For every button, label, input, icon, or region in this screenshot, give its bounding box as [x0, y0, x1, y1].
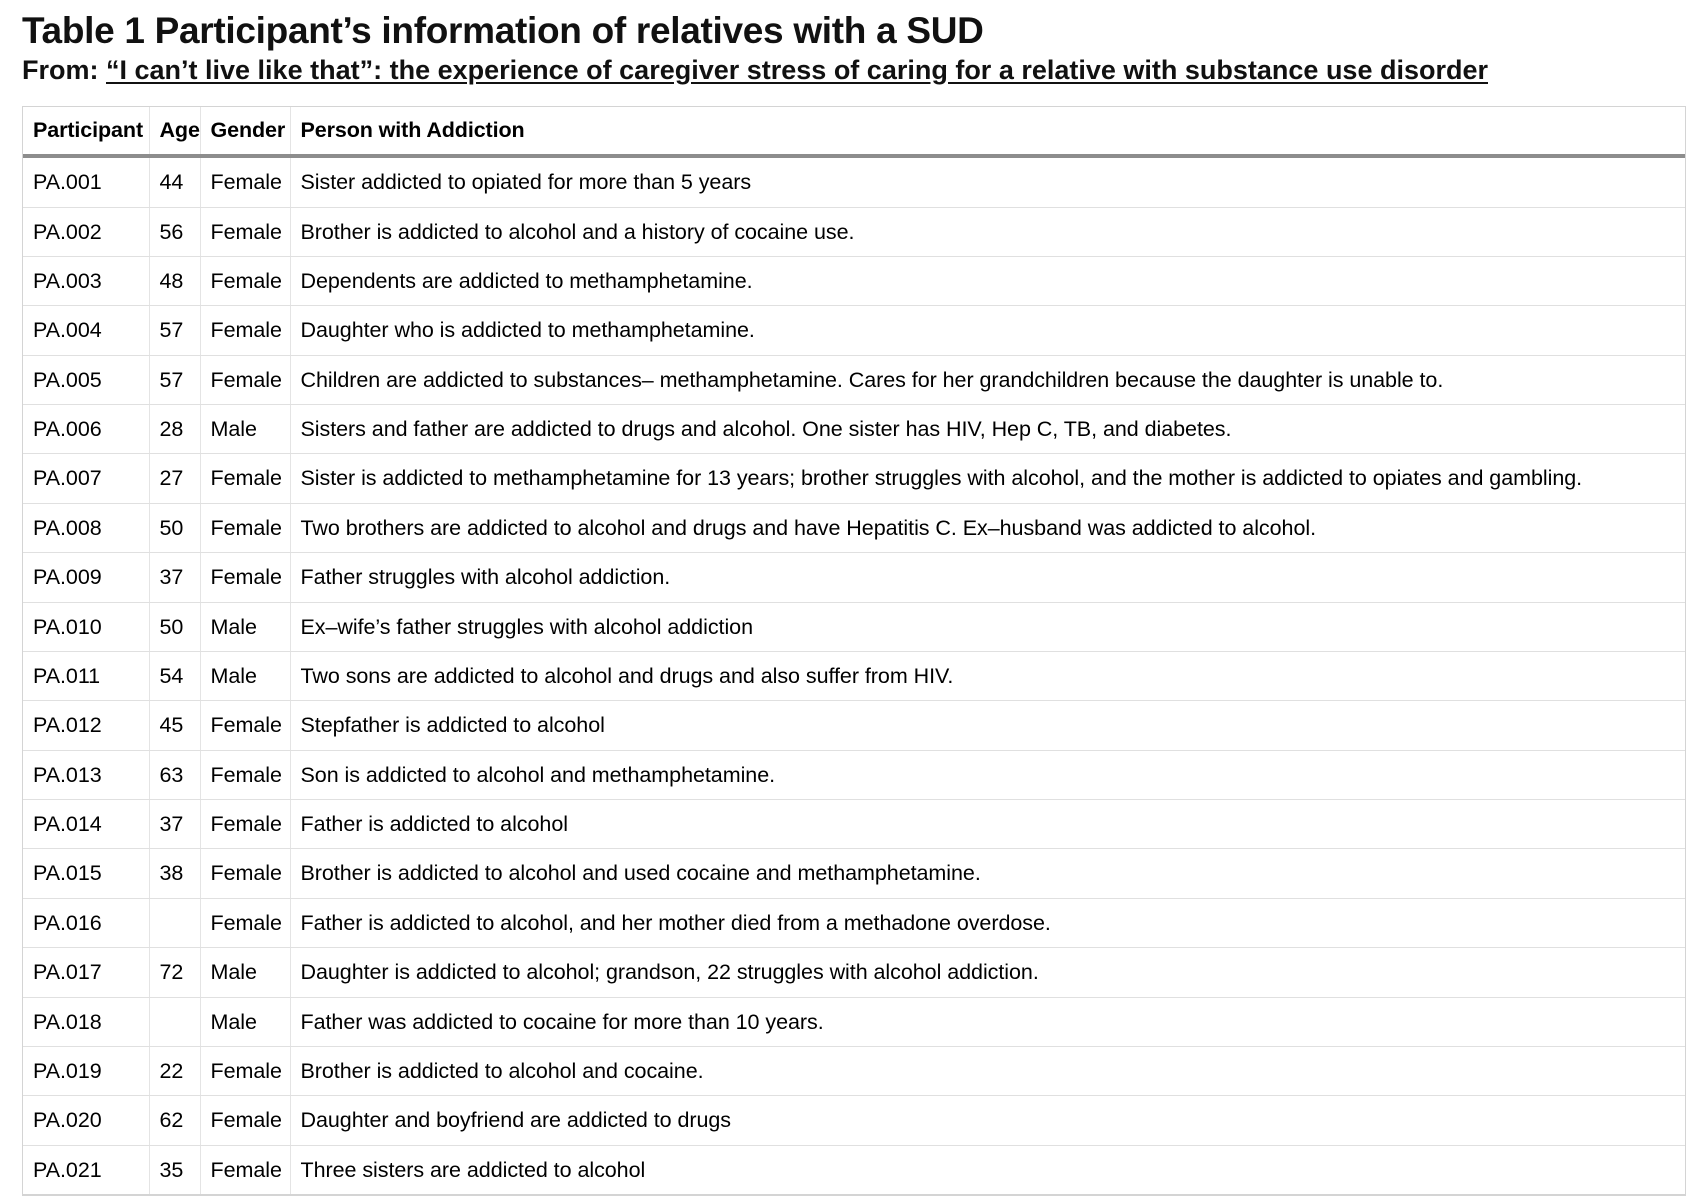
cell-gender: Female — [200, 701, 290, 750]
cell-person-with-addiction: Father is addicted to alcohol — [290, 800, 1685, 849]
cell-gender: Male — [200, 997, 290, 1046]
table-body — [23, 156, 1685, 1194]
cell-participant: PA.008 — [23, 503, 149, 552]
cell-gender: Female — [200, 1145, 290, 1194]
cell-participant: PA.021 — [23, 1145, 149, 1194]
table-row — [23, 1096, 1685, 1145]
table-row — [23, 405, 1685, 454]
cell-person-with-addiction: Ex–wife’s father struggles with alcohol addiction — [290, 602, 1685, 651]
cell-participant: PA.009 — [23, 553, 149, 602]
table-header-row — [23, 107, 1685, 156]
table-row — [23, 898, 1685, 947]
cell-person-with-addiction: Brother is addicted to alcohol and a history of cocaine use. — [290, 207, 1685, 256]
cell-age: 45 — [149, 701, 200, 750]
cell-gender: Female — [200, 454, 290, 503]
cell-age: 22 — [149, 1046, 200, 1095]
table-row — [23, 701, 1685, 750]
cell-person-with-addiction: Three sisters are addicted to alcohol — [300, 1157, 646, 1182]
cell-participant: PA.010 — [23, 602, 149, 651]
table-row — [23, 454, 1685, 503]
table-row — [23, 503, 1685, 552]
table-row — [23, 306, 1685, 355]
cell-participant: PA.013 — [23, 750, 149, 799]
cell-participant: PA.005 — [23, 355, 149, 404]
table-row — [23, 1046, 1685, 1095]
cell-age: 35 — [149, 1145, 200, 1194]
cell-person-with-addiction: Son is addicted to alcohol and methamphetamine. — [290, 750, 1685, 799]
table-row — [23, 651, 1685, 700]
cell-age: 27 — [149, 454, 200, 503]
cell-age: 48 — [149, 256, 200, 305]
cell-age: 50 — [149, 503, 200, 552]
cell-person-with-addiction: Brother is addicted to alcohol and cocaine. — [290, 1046, 1685, 1095]
table-row — [23, 750, 1685, 799]
table-container — [22, 106, 1686, 1196]
title-block — [0, 0, 1708, 88]
cell-gender: Male — [200, 651, 290, 700]
cell-person-with-addiction: Dependents are addicted to methamphetamine. — [290, 256, 1685, 305]
cell-participant: PA.014 — [23, 800, 149, 849]
article-title-link[interactable]: “I can’t live like that”: the experience of caregiver stress of caring for a relative with substance use disorder — [106, 54, 1488, 85]
cell-age: 38 — [149, 849, 200, 898]
cell-participant: PA.016 — [23, 898, 149, 947]
from-label: From: — [22, 54, 106, 85]
cell-participant: PA.003 — [23, 256, 149, 305]
cell-gender: Female — [200, 207, 290, 256]
column-header-participant: Participant — [23, 107, 149, 156]
table-row — [23, 207, 1685, 256]
table-header — [23, 107, 1685, 156]
cell-gender: Female — [200, 1096, 290, 1145]
cell-person-with-addiction: Father is addicted to alcohol, and her mother died from a methadone overdose. — [290, 898, 1685, 947]
cell-participant: PA.004 — [23, 306, 149, 355]
table-row — [23, 602, 1685, 651]
cell-participant: PA.006 — [23, 405, 149, 454]
cell-gender: Female — [200, 800, 290, 849]
cell-age: 62 — [149, 1096, 200, 1145]
cell-participant: PA.001 — [23, 156, 149, 207]
cell-person-with-addiction: Daughter and boyfriend are addicted to drugs — [290, 1096, 1685, 1145]
cell-gender: Female — [200, 156, 290, 207]
cell-participant: PA.007 — [23, 454, 149, 503]
column-header-gender: Gender — [200, 107, 290, 156]
cell-person-with-addiction: Sister addicted to opiated for more than 5 years — [290, 156, 1685, 207]
cell-gender: Female — [200, 1046, 290, 1095]
cell-person-with-addiction: Daughter who is addicted to methamphetamine. — [290, 306, 1685, 355]
cell-age: 54 — [149, 651, 200, 700]
cell-person-with-addiction: Stepfather is addicted to alcohol — [290, 701, 1685, 750]
cell-gender: Female — [200, 849, 290, 898]
source-citation — [22, 53, 1682, 89]
cell-age: 57 — [149, 355, 200, 404]
table-row — [23, 156, 1685, 207]
cell-age: 50 — [149, 602, 200, 651]
column-header-age: Age — [149, 107, 200, 156]
cell-gender: Female — [200, 256, 290, 305]
cell-age: 72 — [149, 948, 200, 997]
cell-participant: PA.012 — [23, 701, 149, 750]
cell-participant: PA.002 — [23, 207, 149, 256]
table-row — [23, 849, 1685, 898]
cell-person-with-addiction: Father struggles with alcohol addiction. — [290, 553, 1685, 602]
cell-age — [149, 997, 200, 1046]
cell-participant: PA.020 — [23, 1096, 149, 1145]
table-row — [23, 1145, 1685, 1194]
cell-participant: PA.018 — [23, 997, 149, 1046]
cell-age: 44 — [149, 156, 200, 207]
cell-participant: PA.017 — [23, 948, 149, 997]
cell-person-with-addiction: Father was addicted to cocaine for more than 10 years. — [290, 997, 1685, 1046]
table-row — [23, 355, 1685, 404]
table-row — [23, 800, 1685, 849]
participants-table — [23, 107, 1685, 1194]
cell-gender: Male — [200, 405, 290, 454]
table-row — [23, 553, 1685, 602]
cell-gender: Male — [200, 948, 290, 997]
cell-gender: Male — [200, 602, 290, 651]
table-row — [23, 997, 1685, 1046]
cell-gender: Female — [200, 503, 290, 552]
cell-gender: Female — [200, 553, 290, 602]
cell-gender: Female — [200, 355, 290, 404]
cell-person-with-addiction: Sister is addicted to methamphetamine for 13 years; brother struggles with alcohol, and the mother is addicted to opiates and gambling. — [290, 454, 1685, 503]
cell-person-with-addiction: Children are addicted to substances– methamphetamine. Cares for her grandchildren because the daughter is unable to. — [290, 355, 1685, 404]
cell-person-with-addiction: Two sons are addicted to alcohol and drugs and also suffer from HIV. — [290, 651, 1685, 700]
cell-gender: Female — [200, 306, 290, 355]
cell-person-with-addiction: Brother is addicted to alcohol and used cocaine and methamphetamine. — [290, 849, 1685, 898]
cell-age: 63 — [149, 750, 200, 799]
cell-age: 37 — [149, 800, 200, 849]
cell-person-with-addiction: Daughter is addicted to alcohol; grandson, 22 struggles with alcohol addiction. — [290, 948, 1685, 997]
cell-age — [149, 898, 200, 947]
page-title: Table 1 Participant’s information of relatives with a SUD — [22, 10, 984, 51]
cell-age: 28 — [149, 405, 200, 454]
cell-participant: PA.019 — [23, 1046, 149, 1095]
table-row — [23, 948, 1685, 997]
cell-gender: Female — [200, 750, 290, 799]
column-header-person-with-addiction: Person with Addiction — [290, 107, 1685, 156]
cell-person-with-addiction: Sisters and father are addicted to drugs and alcohol. One sister has HIV, Hep C, TB, and diabetes. — [290, 405, 1685, 454]
table-row — [23, 256, 1685, 305]
cell-age: 37 — [149, 553, 200, 602]
cell-age: 57 — [149, 306, 200, 355]
cell-person-with-addiction: Two brothers are addicted to alcohol and drugs and have Hepatitis C. Ex–husband was addicted to alcohol. — [290, 503, 1685, 552]
cell-participant: PA.015 — [23, 849, 149, 898]
cell-age: 56 — [149, 207, 200, 256]
cell-gender: Female — [200, 898, 290, 947]
cell-participant: PA.011 — [23, 651, 149, 700]
